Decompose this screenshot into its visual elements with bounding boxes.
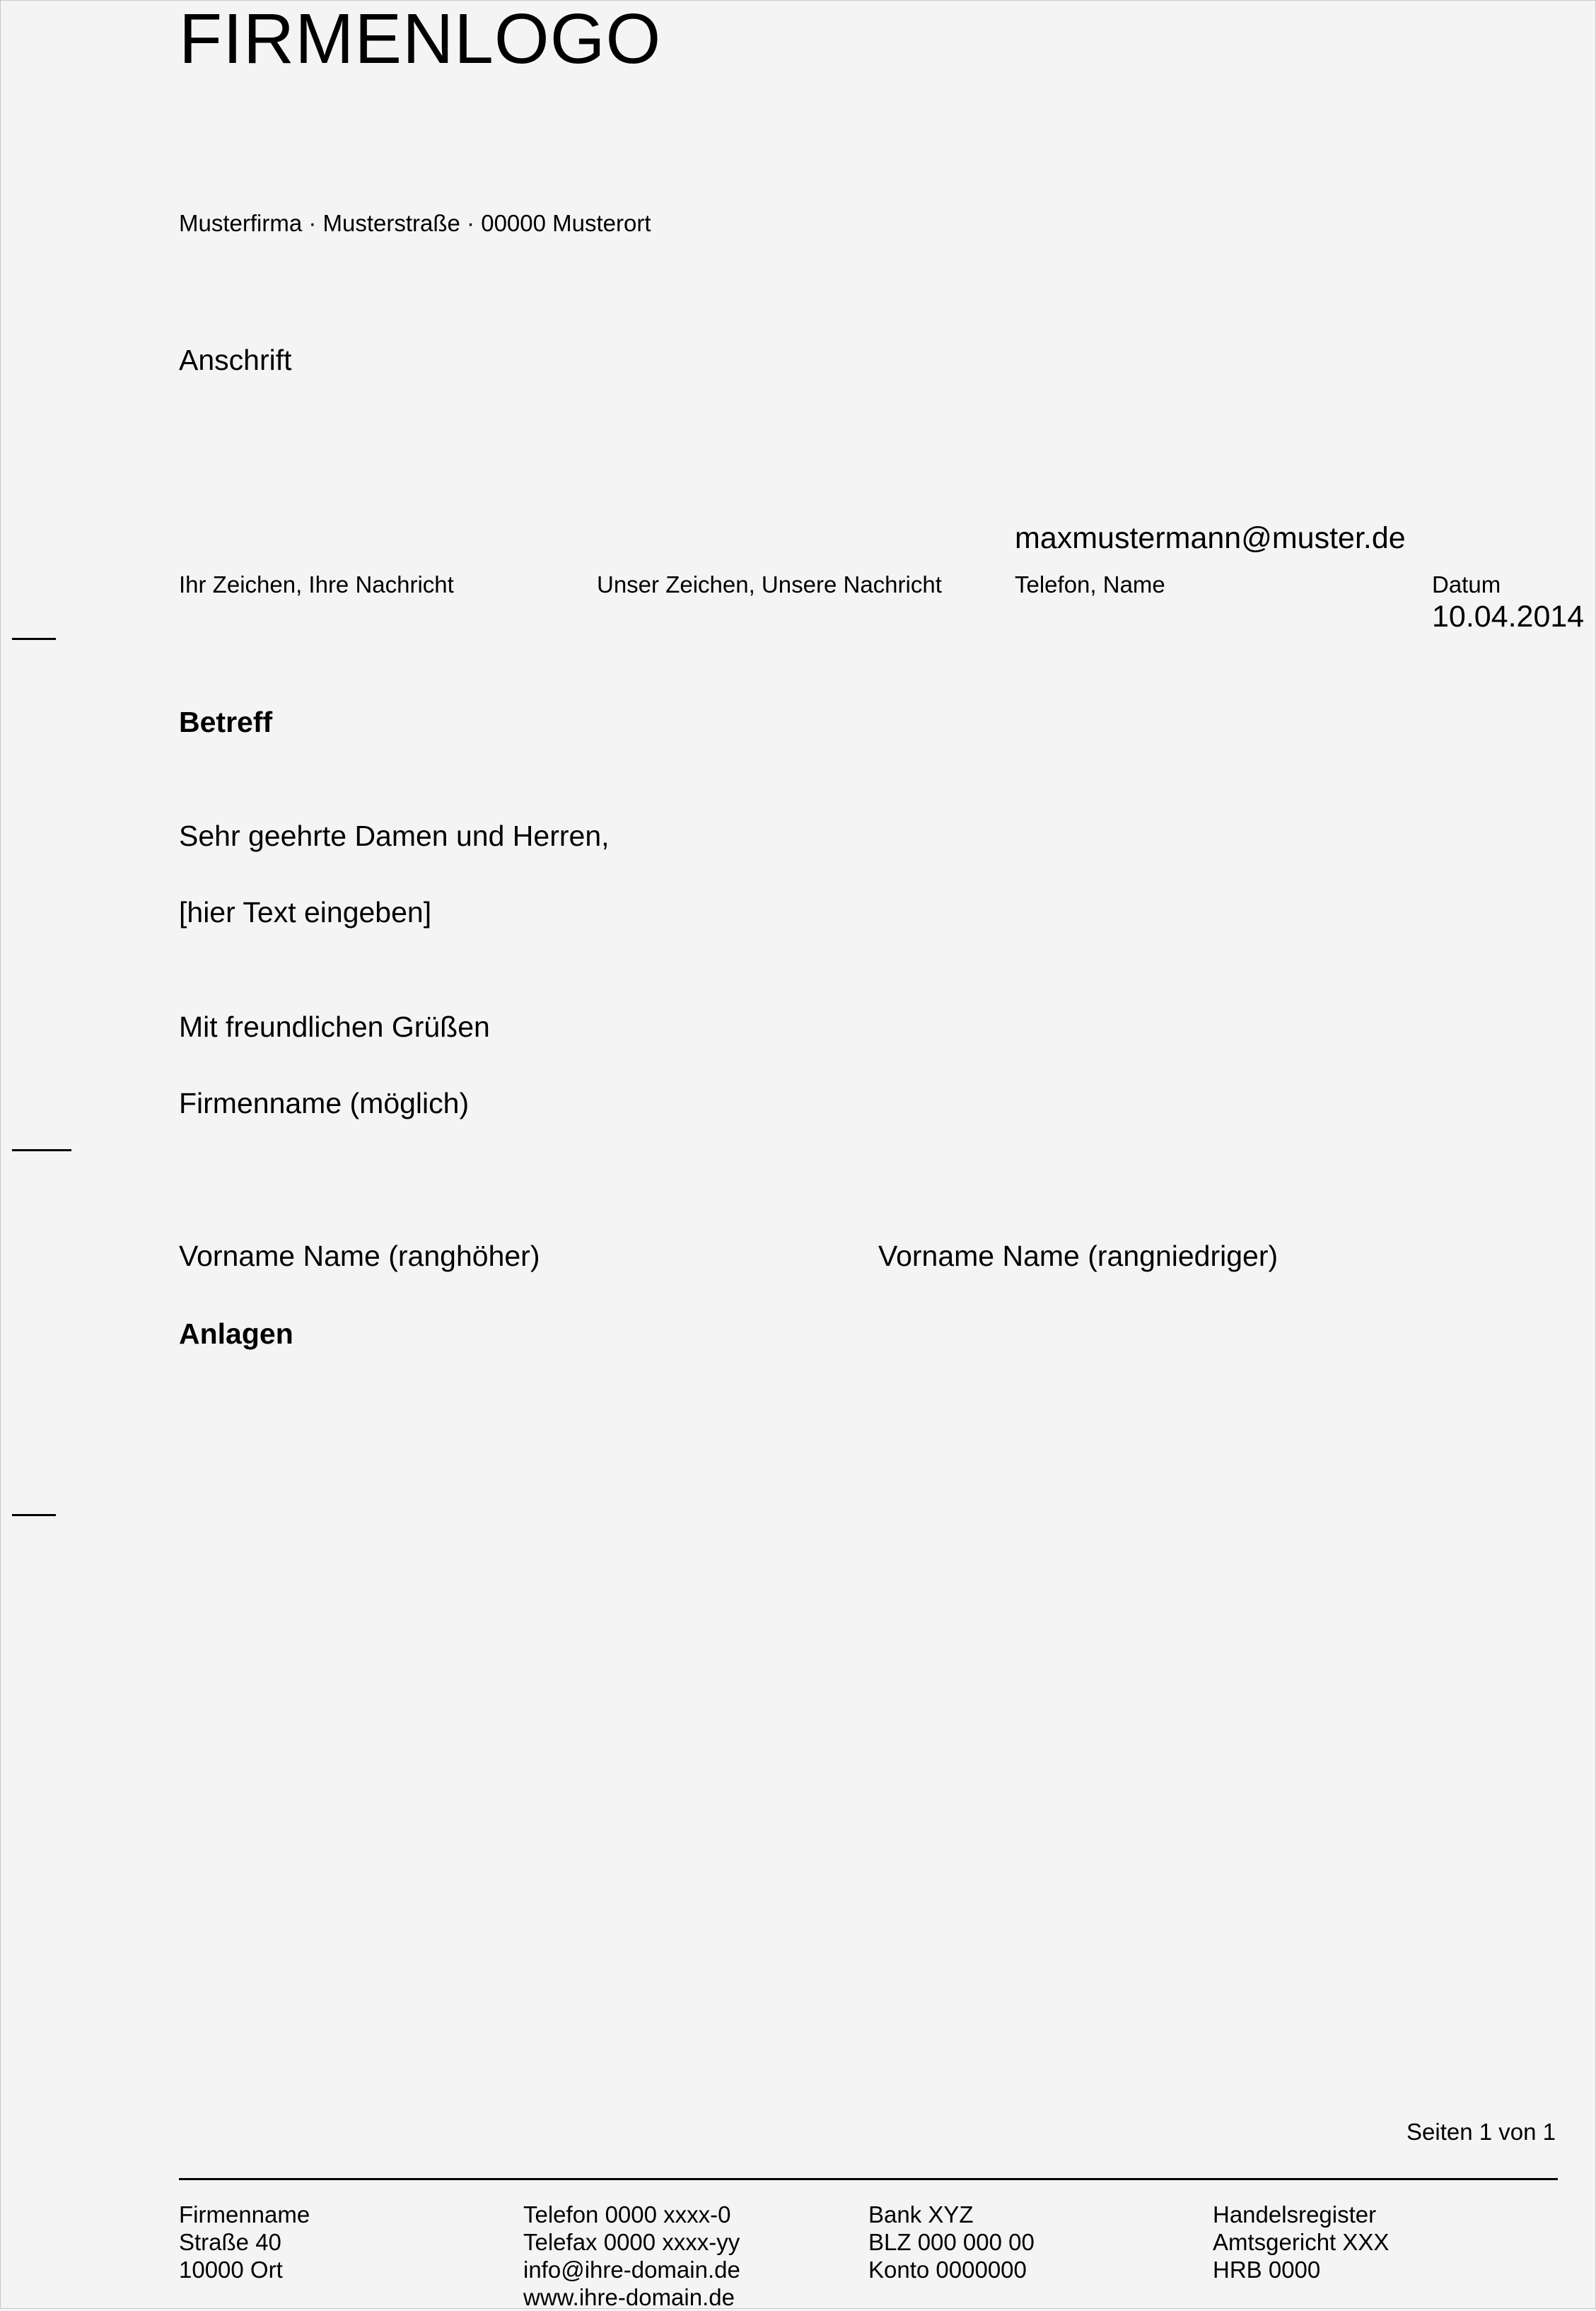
fold-mark-top bbox=[12, 638, 56, 640]
signature-junior: Vorname Name (rangniedriger) bbox=[878, 1240, 1278, 1272]
footer-website: www.ihre-domain.de bbox=[523, 2284, 735, 2310]
reference-label-date: Datum bbox=[1432, 571, 1501, 598]
footer-company-name: Firmenname bbox=[179, 2201, 310, 2228]
footer-register: Handelsregister bbox=[1213, 2201, 1377, 2228]
letter-salutation: Sehr geehrte Damen und Herren, bbox=[179, 820, 610, 852]
footer-account: Konto 0000000 bbox=[868, 2257, 1027, 2283]
sender-return-line: Musterfirma · Musterstraße · 00000 Musterort bbox=[179, 210, 651, 236]
page-count: Seiten 1 von 1 bbox=[1406, 2119, 1556, 2145]
attachments-heading: Anlagen bbox=[179, 1317, 293, 1350]
footer-column-bank bbox=[868, 2201, 1035, 2283]
company-logo: FIRMENLOGO bbox=[179, 0, 662, 78]
recipient-address-label: Anschrift bbox=[179, 344, 292, 376]
footer-column-company bbox=[179, 2201, 310, 2283]
footer-divider bbox=[179, 2178, 1558, 2180]
footer-phone: Telefon 0000 xxxx-0 bbox=[523, 2201, 731, 2228]
footer-email: info@ihre-domain.de bbox=[523, 2257, 740, 2283]
punch-mark bbox=[12, 1149, 71, 1151]
letter-closing: Mit freundlichen Grüßen bbox=[179, 1011, 490, 1043]
footer-bank-code: BLZ 000 000 00 bbox=[868, 2229, 1035, 2255]
contact-email: maxmustermann@muster.de bbox=[1015, 521, 1406, 555]
footer-bank-name: Bank XYZ bbox=[868, 2201, 974, 2228]
footer-column-register bbox=[1213, 2201, 1389, 2283]
footer-fax: Telefax 0000 xxxx-yy bbox=[523, 2229, 740, 2255]
reference-label-your-reference: Ihr Zeichen, Ihre Nachricht bbox=[179, 571, 454, 598]
letter-body: [hier Text eingeben] bbox=[179, 896, 432, 929]
reference-label-our-reference: Unser Zeichen, Unsere Nachricht bbox=[597, 571, 942, 598]
letter-subject: Betreff bbox=[179, 706, 273, 738]
reference-label-phone-name: Telefon, Name bbox=[1015, 571, 1165, 598]
letter-date: 10.04.2014 bbox=[1432, 600, 1585, 634]
footer-street: Straße 40 bbox=[179, 2229, 281, 2255]
footer-city: 10000 Ort bbox=[179, 2257, 283, 2283]
signature-company: Firmenname (möglich) bbox=[179, 1087, 470, 1119]
footer-column-contact bbox=[523, 2201, 740, 2311]
signature-senior: Vorname Name (ranghöher) bbox=[179, 1240, 540, 1272]
footer-hrb: HRB 0000 bbox=[1213, 2257, 1321, 2283]
fold-mark-bottom bbox=[12, 1514, 56, 1516]
footer-court: Amtsgericht XXX bbox=[1213, 2229, 1390, 2255]
